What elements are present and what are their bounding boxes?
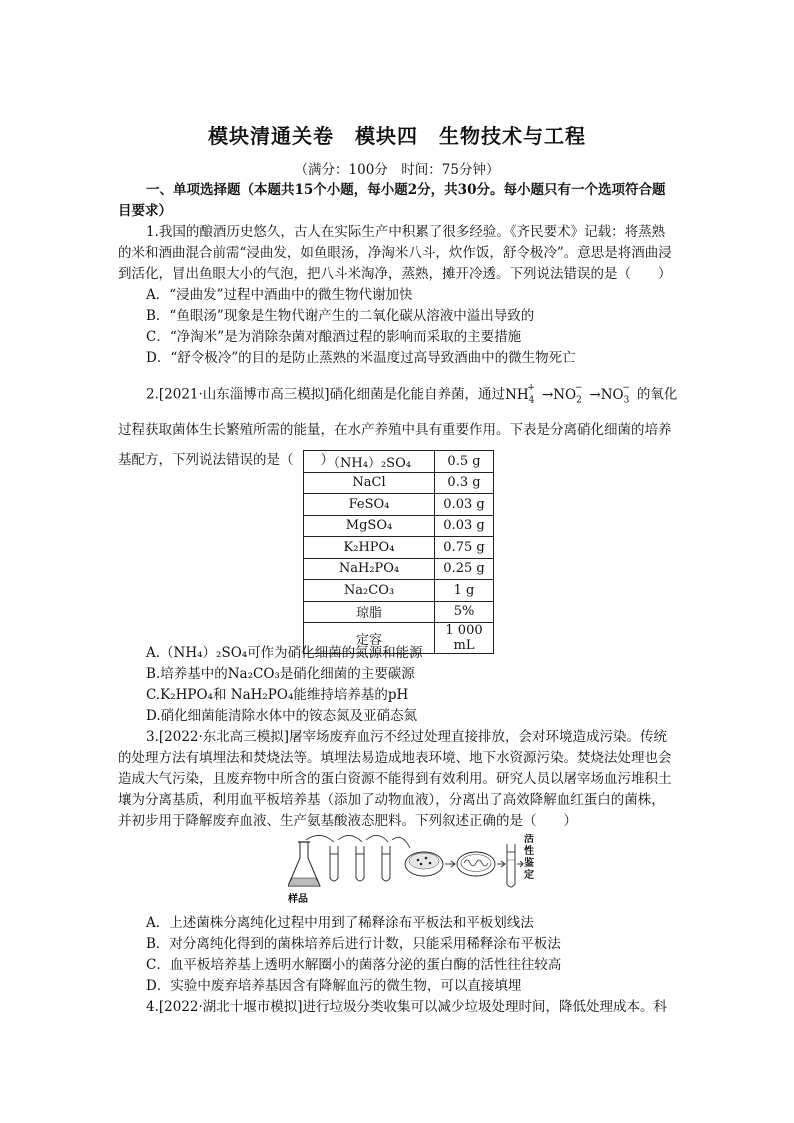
table-row xyxy=(304,494,494,516)
table-cell: 0.75 g xyxy=(435,537,494,559)
q3-option-c: C．血平板培养基上透明水解圈小的菌落分泌的蛋白酶的活性往往较高 xyxy=(146,957,562,973)
q3-option-a: A．上述菌株分离纯化过程中用到了稀释涂布平板法和平板划线法 xyxy=(146,915,534,931)
table-row xyxy=(304,537,494,559)
medium-formula-table xyxy=(303,450,494,654)
table-row xyxy=(304,601,494,623)
table-cell: Na₂CO₃ xyxy=(304,580,435,602)
q2-option-d: D.硝化细菌能清除水体中的铵态氮及亚硝态氮 xyxy=(146,708,418,724)
table-cell: NaH₂PO₄ xyxy=(304,558,435,580)
nitrification-chain: $NH_4^+ \to NO_2^- \to NO_3^-$ xyxy=(505,383,630,406)
activity-label: 活性鉴定 xyxy=(524,834,534,881)
q2-option-a: A.（NH₄）₂SO₄可作为硝化细菌的氮源和能源 xyxy=(146,645,423,661)
section-heading: 一、单项选择题（本题共15个小题，每小题2分，共30分。每小题只有一个选项符合题目要求） xyxy=(118,182,666,219)
table-cell: 5% xyxy=(435,601,494,623)
q2-options xyxy=(118,643,678,727)
table-cell: 0.03 g xyxy=(435,515,494,537)
spread-plate-icon xyxy=(405,852,443,876)
table-cell: 0.3 g xyxy=(435,472,494,494)
table-cell: FeSO₄ xyxy=(304,494,435,516)
q1-stem: 1.我国的酿酒历史悠久，古人在实际生产中积累了很多经验。《齐民要术》记载：将蒸熟的米和酒曲混合前需“浸曲发，如鱼眼汤，净淘米八斗，炊作饭，舒令极冷”。意思是将酒曲浸到活化，冒出鱼眼大小的气泡，把八斗米淘净，蒸熟，摊开冷透。下列说法错误的是（ ） xyxy=(118,224,672,282)
q3-option-d: D．实验中废弃培养基因含有降解血污的微生物，可以直接填埋 xyxy=(146,978,522,994)
table-cell: （NH₄）₂SO₄ xyxy=(304,451,435,473)
table-cell: 0.25 g xyxy=(435,558,494,580)
q3-options xyxy=(118,913,678,1018)
sample-flask-icon xyxy=(288,842,320,886)
transfer-arrows xyxy=(306,835,410,848)
table-cell: 0.03 g xyxy=(435,494,494,516)
table-cell: 0.5 g xyxy=(435,451,494,473)
q1-option-a: A．“浸曲发”过程中酒曲中的微生物代谢加快 xyxy=(146,287,413,303)
question-1 xyxy=(118,222,678,369)
table-cell: 1 g xyxy=(435,580,494,602)
isolation-workflow-figure xyxy=(288,834,538,906)
q1-option-d: D．“舒令极冷”的目的是防止蒸熟的米温度过高导致酒曲中的微生物死亡 xyxy=(146,350,576,366)
table-cell: K₂HPO₄ xyxy=(304,537,435,559)
streak-plate-icon xyxy=(457,852,495,876)
section-1 xyxy=(118,180,678,222)
table-cell: 琼脂 xyxy=(304,601,435,623)
table-row xyxy=(304,580,494,602)
table-cell: MgSO₄ xyxy=(304,515,435,537)
dilution-tubes xyxy=(330,846,390,881)
table-cell: 定容 xyxy=(304,623,435,654)
question-3 xyxy=(118,727,678,832)
q1-option-c: C．“净淘米”是为消除杂菌对酿酒过程的影响而采取的主要措施 xyxy=(146,329,522,345)
table-row xyxy=(304,515,494,537)
exam-meta: （满分：100分 时间：75分钟） xyxy=(294,162,500,178)
table-row xyxy=(304,472,494,494)
q4-stem: 4.[2022·湖北十堰市模拟]进行垃圾分类收集可以减少垃圾处理时间，降低处理成本。科 xyxy=(146,999,668,1015)
q3-stem: 3.[2022·东北高三模拟]屠宰场废弃血污不经过处理直接排放，会对环境造成污染。传统的处理方法有填埋法和焚烧法等。填埋法易造成地表环境、地下水资源污染。焚烧法处理也会造成大气污染，且废弃物中所含的蛋白资源不能得到有效利用。研究人员以屠宰场血污堆积土壤为分离基质，利用血平板培养基（添加了动物血液），分离出了高效降解血红蛋白的菌株，并初步用于降解废弃血液、生产氨基酸液态肥料。下列叙述正确的是（ ） xyxy=(118,729,672,829)
sample-label: 样品 xyxy=(288,894,308,905)
q2-option-c: C.K₂HPO₄和 NaH₂PO₄能维持培养基的pH xyxy=(146,687,409,703)
table-cell: NaCl xyxy=(304,472,435,494)
culture-tube-icon xyxy=(507,844,515,887)
q2-option-b: B.培养基中的Na₂CO₃是硝化细菌的主要碳源 xyxy=(146,666,415,682)
table-row xyxy=(304,558,494,580)
q1-option-b: B．“鱼眼汤”现象是生物代谢产生的二氧化碳从溶液中溢出导致的 xyxy=(146,308,535,324)
table-cell: 1 000 mL xyxy=(435,623,494,654)
page-title: 模块清通关卷 模块四 生物技术与工程 xyxy=(208,124,586,148)
table-row xyxy=(304,451,494,473)
q2-stem-start: 2.[2021·山东淄博市高三模拟]硝化细菌是化能自养菌，通过 xyxy=(146,386,506,403)
q3-option-b: B．对分离纯化得到的菌株培养后进行计数，只能采用稀释涂布平板法 xyxy=(146,936,561,952)
q2-stem-end: 的氧化过程获取菌体生长繁殖所需的能量，在水产养殖中具有重要作用。下表是分离硝化细菌的培养基配方，下列说法错误的是（ ） xyxy=(118,386,678,469)
